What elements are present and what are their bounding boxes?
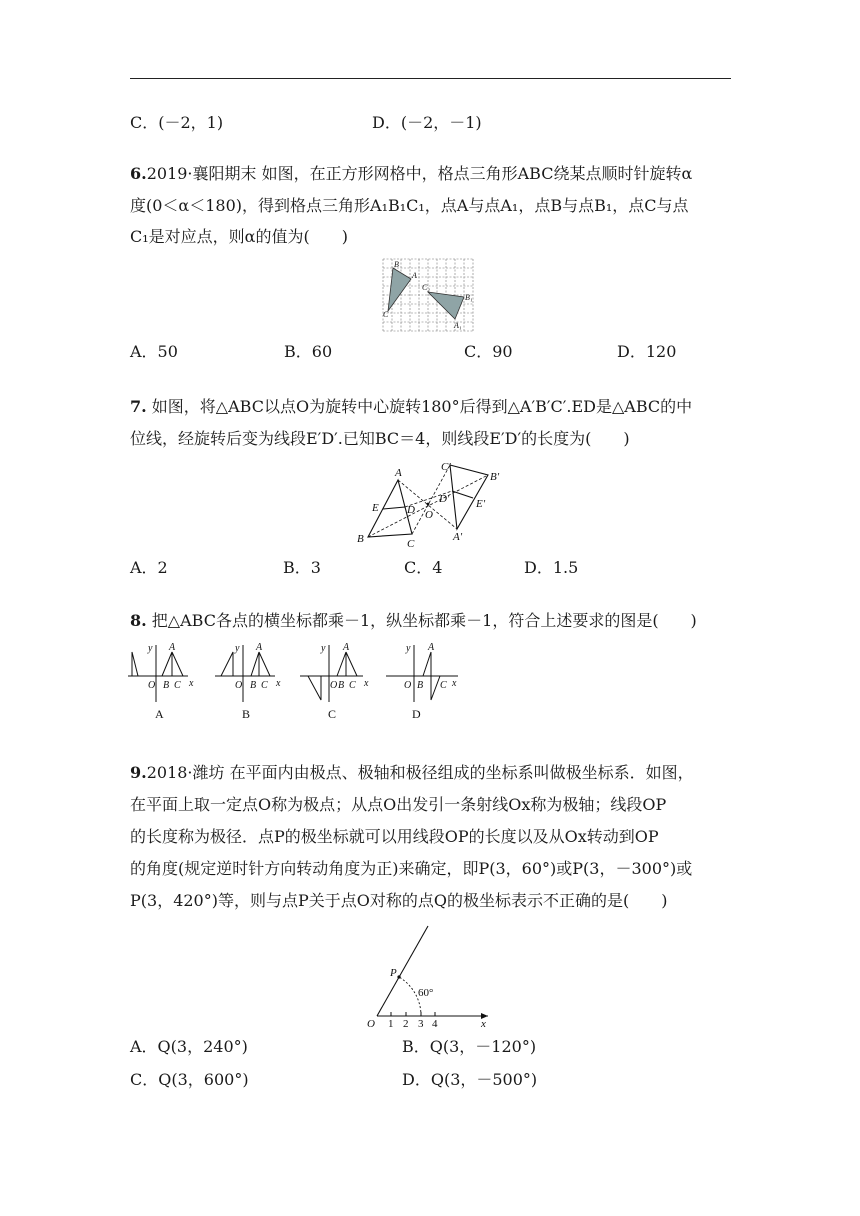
q8-c-label-a: A xyxy=(343,642,350,653)
q7-rotation-figure xyxy=(352,458,512,552)
q9-label-o: O xyxy=(367,1018,375,1030)
q7-option-d[interactable]: D．1.5 xyxy=(524,558,579,577)
q7-label-a: A xyxy=(395,467,402,479)
q8-graph-c xyxy=(300,645,363,702)
q8-text-1: 把△ABC各点的横坐标都乘－1，纵坐标都乘－1，符合上述要求的图是( ) xyxy=(151,611,697,630)
q5-option-d[interactable]: D．(－2，－1) xyxy=(372,113,482,132)
q9-number: 9. xyxy=(130,763,147,782)
q8-graph-d-caption[interactable]: D xyxy=(412,707,421,721)
top-rule xyxy=(130,78,731,79)
q9-option-a[interactable]: A．Q(3，240°) xyxy=(130,1037,248,1056)
q8-c-label-y: y xyxy=(321,643,326,654)
q7-label-b1: B′ xyxy=(490,471,500,483)
q8-b-label-x: x xyxy=(276,678,281,689)
q8-c-label-o: O xyxy=(330,680,338,691)
q8-b-label-y: y xyxy=(235,643,240,654)
q9-label-x: x xyxy=(481,1018,486,1030)
q8-c-label-b: B xyxy=(338,680,345,691)
q9-polar-figure xyxy=(362,924,498,1030)
q6-line-1 xyxy=(130,164,692,184)
q7-segment-e1d1 xyxy=(452,491,473,498)
q8-graph-b-caption[interactable]: B xyxy=(242,707,251,721)
q6-option-c[interactable]: C．90 xyxy=(464,342,513,361)
q9-label-angle: 60° xyxy=(418,987,434,999)
q8-b-label-o: O xyxy=(235,680,243,691)
q6-label-b: B xyxy=(394,260,399,269)
q7-label-o: O xyxy=(425,509,433,521)
q6-option-b[interactable]: B．60 xyxy=(284,342,333,361)
q9-line-5: P(3，420°)等，则与点P关于点O对称的点Q的极坐标表示不正确的是( ) xyxy=(130,891,668,910)
q6-option-d[interactable]: D．120 xyxy=(617,342,677,361)
q9-ray-op xyxy=(377,926,428,1016)
q8-graph-c-caption[interactable]: C xyxy=(328,707,337,721)
q8-d-label-b: B xyxy=(417,680,424,691)
q6-number: 6. xyxy=(130,164,147,183)
q6-grid-figure xyxy=(380,256,480,334)
q6-line-2: 度(0＜α＜180)，得到格点三角形A₁B₁C₁，点A与点A₁，点B与点B₁，点C与点 xyxy=(130,196,689,215)
q5-option-c[interactable]: C．(－2，1) xyxy=(130,113,224,132)
q6-option-a[interactable]: A．50 xyxy=(130,342,178,361)
q9-tick-1: 1 xyxy=(388,1018,394,1030)
q8-b-label-a: A xyxy=(256,642,263,653)
q9-tick-4: 4 xyxy=(432,1018,438,1030)
q8-a-label-b: B xyxy=(163,680,170,691)
q9-line-3: 的长度称为极径．点P的极坐标就可以用线段OP的长度以及从Ox转动到OP xyxy=(130,827,659,846)
q8-a-label-x: x xyxy=(189,678,194,689)
q7-label-d: D xyxy=(407,504,415,516)
q9-line-2: 在平面上取一定点O称为极点；从点O出发引一条射线Ox称为极轴；线段OP xyxy=(130,795,667,814)
q8-figures xyxy=(128,640,468,722)
q6-label-c1: C₁ xyxy=(422,283,431,292)
q6-text-1: 2019·襄阳期末 如图，在正方形网格中，格点三角形ABC绕某点顺时针旋转α xyxy=(146,164,693,183)
q8-graph-b xyxy=(215,645,275,702)
q7-dashed-lines xyxy=(368,465,488,537)
q9-option-d[interactable]: D．Q(3，－500°) xyxy=(402,1070,538,1089)
q7-label-e: E xyxy=(372,502,379,514)
q9-point-p xyxy=(397,975,400,978)
q8-graph-d xyxy=(386,645,458,702)
q9-line-4: 的角度(规定逆时针方向转动角度为正)来确定，即P(3，60°)或P(3，－300°)或 xyxy=(130,859,693,878)
q8-d-label-y: y xyxy=(406,643,411,654)
q7-option-b[interactable]: B．3 xyxy=(283,558,321,577)
q8-line-1 xyxy=(130,611,697,631)
q6-label-c: C xyxy=(383,310,389,319)
q8-graph-a-caption[interactable]: A xyxy=(155,707,164,721)
q7-line-1 xyxy=(130,397,692,417)
q8-d-label-o: O xyxy=(404,680,412,691)
q7-number: 7. xyxy=(130,397,147,416)
q8-graph-a xyxy=(128,645,188,702)
q7-label-d1: D′ xyxy=(439,493,450,505)
q8-a-label-o: O xyxy=(148,680,156,691)
q8-number: 8. xyxy=(130,611,147,630)
q7-label-c: C xyxy=(407,538,415,550)
q6-label-b1: B₁ xyxy=(465,293,473,302)
q8-b-label-b: B xyxy=(250,680,257,691)
q8-c-label-x: x xyxy=(364,678,369,689)
q9-tick-3: 3 xyxy=(418,1018,424,1030)
q8-a-label-a: A xyxy=(169,642,176,653)
q7-text-1: 如图，将△ABC以点O为旋转中心旋转180°后得到△A′B′C′.ED是△ABC的中 xyxy=(151,397,693,416)
q6-label-a: A xyxy=(412,271,417,280)
q9-tick-2: 2 xyxy=(403,1018,409,1030)
q9-option-b[interactable]: B．Q(3，－120°) xyxy=(402,1037,537,1056)
q8-a-label-y: y xyxy=(148,643,153,654)
q7-label-c1: C′ xyxy=(441,461,451,473)
q7-segment-ed xyxy=(383,507,405,509)
q9-line-1 xyxy=(130,763,694,783)
q9-option-c[interactable]: C．Q(3，600°) xyxy=(130,1070,249,1089)
q7-option-a[interactable]: A．2 xyxy=(130,558,168,577)
q7-label-e1: E′ xyxy=(476,498,486,510)
q6-triangle-a1b1c1 xyxy=(428,292,464,319)
q8-c-label-c: C xyxy=(349,680,356,691)
q6-triangle-abc xyxy=(388,268,411,311)
q7-line-2: 位线，经旋转后变为线段E′D′.已知BC＝4，则线段E′D′的长度为( ) xyxy=(130,429,630,448)
q9-label-p: P xyxy=(390,967,397,979)
q8-a-label-c: C xyxy=(174,680,181,691)
q6-label-a1: A₁ xyxy=(454,321,462,330)
q8-b-label-c: C xyxy=(261,680,268,691)
q7-point-o xyxy=(427,503,430,506)
q8-d-label-a: A xyxy=(428,642,435,653)
q7-label-a1: A′ xyxy=(453,531,463,543)
q9-text-1: 2018·潍坊 在平面内由极点、极轴和极径组成的坐标系叫做极坐标系．如图， xyxy=(146,763,694,782)
q8-d-label-c: C xyxy=(440,680,447,691)
q8-d-label-x: x xyxy=(452,678,457,689)
q6-line-3: C₁是对应点，则α的值为( ) xyxy=(130,227,348,246)
q7-label-b: B xyxy=(357,533,364,545)
q7-option-c[interactable]: C．4 xyxy=(404,558,443,577)
